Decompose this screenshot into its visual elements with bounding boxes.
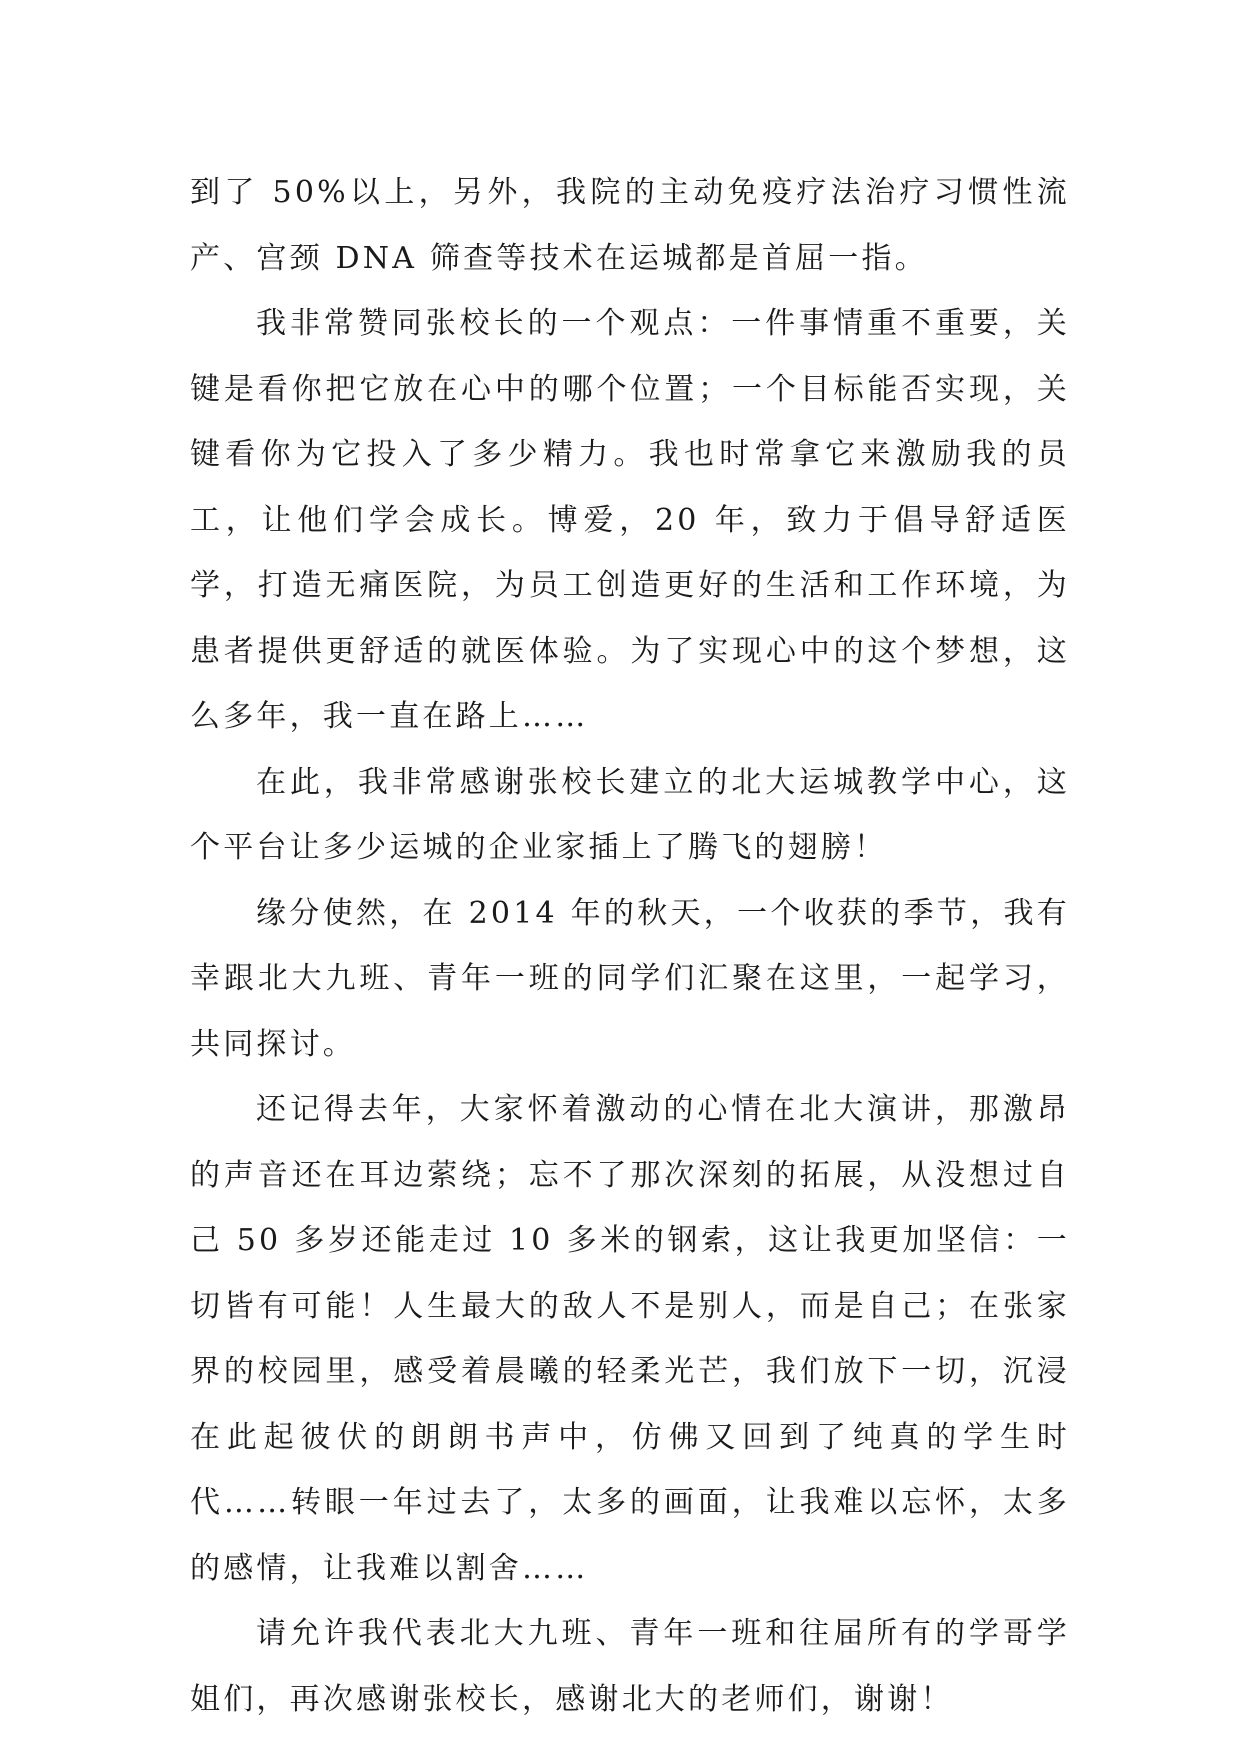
paragraph-memories: 还记得去年，大家怀着激动的心情在北大演讲，那激昂的声音还在耳边萦绕；忘不了那次深刻的拓展，从没想过自己 50 多岁还能走过 10 多米的钢索，这让我更加坚信：一切皆有可能！人生最大的敌人不是别人，而是自己；在张家界的校园里，感受着晨曦的轻柔光芒，我们放下一切，沉浸在此起彼伏的朗朗书声中，仿佛又回到了纯真的学生时代……转眼一年过去了，太多的画面，让我难以忘怀，太多的感情，让我难以割舍…… bbox=[190, 1092, 1070, 1586]
paragraph-autumn-2014: 缘分使然，在 2014 年的秋天，一个收获的季节，我有幸跟北大九班、青年一班的同学们汇聚在这里，一起学习，共同探讨。 bbox=[190, 895, 1070, 1062]
paragraph-thanks-teaching-center: 在此，我非常感谢张校长建立的北大运城教学中心，这个平台让多少运城的企业家插上了腾飞的翅膀！ bbox=[190, 764, 1070, 865]
paragraph-continuation: 到了 50%以上，另外，我院的主动免疫疗法治疗习惯性流产、宫颈 DNA 筛查等技术在运城都是首屈一指。 bbox=[190, 175, 1070, 276]
paragraph-closing-thanks: 请允许我代表北大九班、青年一班和往届所有的学哥学姐们，再次感谢张校长，感谢北大的老师们，谢谢！ bbox=[190, 1616, 1070, 1717]
paragraph-principal-viewpoint: 我非常赞同张校长的一个观点：一件事情重不重要，关键是看你把它放在心中的哪个位置；一个目标能否实现，关键看你为它投入了多少精力。我也时常拿它来激励我的员工，让他们学会成长。博爱，20 年，致力于倡导舒适医学，打造无痛医院，为员工创造更好的生活和工作环境，为患者提供更舒适的就医体验。为了实现心中的这个梦想，这么多年，我一直在路上…… bbox=[190, 306, 1070, 734]
body-text bbox=[190, 160, 1070, 1732]
